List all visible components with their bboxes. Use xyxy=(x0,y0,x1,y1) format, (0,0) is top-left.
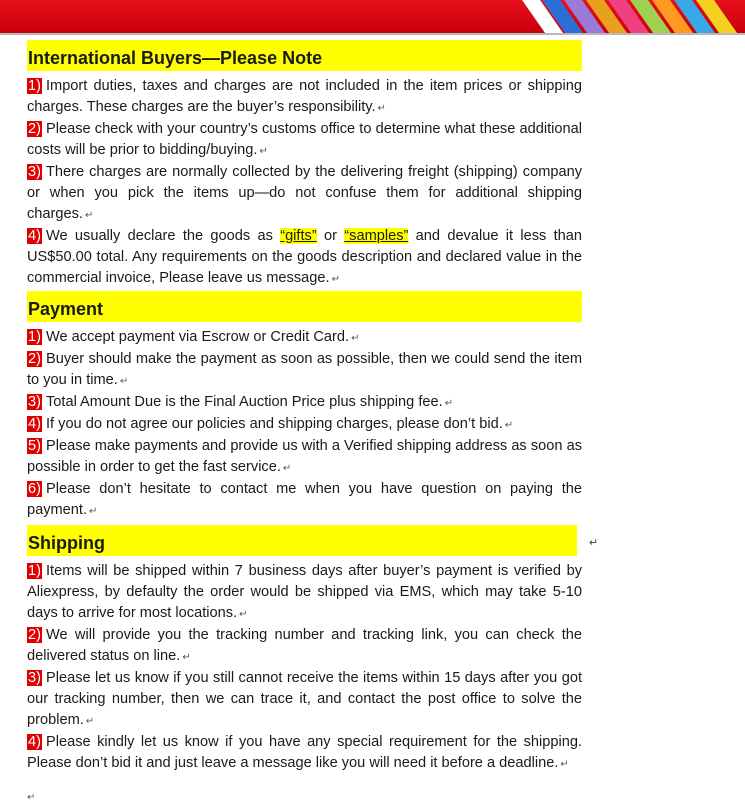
item-text: Import duties, taxes and charges are not included in the item prices or shipping charges. These charges are the buyer’s responsibility. xyxy=(27,78,582,115)
list-item xyxy=(27,414,582,436)
item-text: and devalue it less than US$50.00 total. Any requirements on the goods description and declared value in the commercial invoice, Please leave us message. xyxy=(27,228,583,286)
paragraph-mark-icon: ↵ xyxy=(84,210,94,221)
item-text: Items will be shipped within 7 business days after buyer’s payment is verified by Aliexpress, by defaulty the order would be shipped via EMS, which may take 5-10 days to arrive for most locations. xyxy=(27,563,582,621)
item-number: 1) xyxy=(28,329,41,345)
paragraph-mark-icon: ↵ xyxy=(504,420,514,431)
list-item xyxy=(27,392,582,414)
item-number: 4) xyxy=(28,416,41,432)
paragraph-mark-icon: ↵ xyxy=(89,506,98,517)
item-number: 1) xyxy=(28,78,41,94)
section-title: Shipping xyxy=(28,533,105,553)
list-item xyxy=(27,327,582,349)
list-item xyxy=(27,732,582,775)
highlight-gifts: “gifts” xyxy=(280,228,317,244)
item-text: Please check with your country’s customs office to determine what these additional costs will be prior to bidding/buying. xyxy=(27,121,582,158)
paragraph-mark-icon: ↵ xyxy=(444,398,454,409)
paragraph-mark-icon: ↵ xyxy=(259,146,268,157)
list-item xyxy=(27,226,582,290)
item-number: 6) xyxy=(28,481,41,497)
list-item xyxy=(27,561,582,625)
item-text: There charges are normally collected by the delivering freight (shipping) company or when you pick the items up—do not confuse them for additional shipping charges. xyxy=(27,164,582,222)
top-banner xyxy=(0,0,745,33)
item-text: Please don’t hesitate to contact me when you have question on paying the payment. xyxy=(27,481,582,518)
item-number: 2) xyxy=(28,627,41,643)
item-number: 1) xyxy=(28,563,41,579)
item-text: or xyxy=(324,228,337,244)
item-text: Buyer should make the payment as soon as possible, then we could send the item to you in time. xyxy=(27,351,582,388)
item-number: 3) xyxy=(28,164,41,180)
item-text: We will provide you the tracking number and tracking link, you can check the delivered status on line. xyxy=(27,627,582,664)
section-title: Payment xyxy=(28,299,104,319)
section-title: International Buyers—Please Note xyxy=(28,48,323,68)
paragraph-mark-icon: ↵ xyxy=(377,103,386,114)
list-item xyxy=(27,76,582,119)
paragraph-mark-icon: ↵ xyxy=(119,376,129,387)
item-text: Please let us know if you still cannot receive the items within 15 days after you got our tracking number, then we can trace it, and contact the post office to solve the problem. xyxy=(27,670,582,728)
section-heading-payment xyxy=(27,291,582,322)
section-heading-shipping xyxy=(27,525,599,556)
policy-document xyxy=(27,40,599,775)
list-item xyxy=(27,349,582,392)
paragraph-mark-icon: ↵ xyxy=(239,609,248,620)
list-item xyxy=(27,668,582,732)
item-text: We usually declare the goods as xyxy=(45,228,273,244)
item-text: If you do not agree our policies and shipping charges, please don’t bid. xyxy=(45,416,503,432)
list-item xyxy=(27,479,582,522)
item-number: 5) xyxy=(28,438,41,454)
paragraph-mark-icon: ↵ xyxy=(85,716,95,727)
item-number: 3) xyxy=(28,670,41,686)
item-number: 2) xyxy=(28,121,41,137)
paragraph-mark-icon: ↵ xyxy=(182,652,191,663)
highlight-samples: “samples” xyxy=(344,228,409,244)
list-item xyxy=(27,162,582,226)
item-text: Total Amount Due is the Final Auction Price plus shipping fee. xyxy=(45,394,443,410)
paragraph-mark-icon: ↵ xyxy=(331,274,340,285)
paragraph-mark-icon: ↵ xyxy=(282,463,292,474)
item-number: 2) xyxy=(28,351,41,367)
item-text: Please make payments and provide us with a Verified shipping address as soon as possible in order to get the fast service. xyxy=(27,438,582,475)
paragraph-mark-icon: ↵ xyxy=(589,537,599,549)
list-item xyxy=(27,436,582,479)
item-number: 4) xyxy=(28,228,41,244)
item-text: We accept payment via Escrow or Credit Card. xyxy=(45,329,350,345)
item-number: 3) xyxy=(28,394,41,410)
paragraph-mark-icon: ↵ xyxy=(27,792,36,803)
divider xyxy=(0,33,745,35)
paragraph-mark-icon: ↵ xyxy=(560,759,569,770)
paragraph-mark-icon: ↵ xyxy=(351,333,360,344)
section-heading-international xyxy=(27,40,582,71)
list-item xyxy=(27,625,582,668)
item-text: Please kindly let us know if you have any special requirement for the shipping. Please don’t bid it and just leave a message like you will need it before a deadline. xyxy=(27,734,582,771)
list-item xyxy=(27,119,582,162)
item-number: 4) xyxy=(28,734,41,750)
